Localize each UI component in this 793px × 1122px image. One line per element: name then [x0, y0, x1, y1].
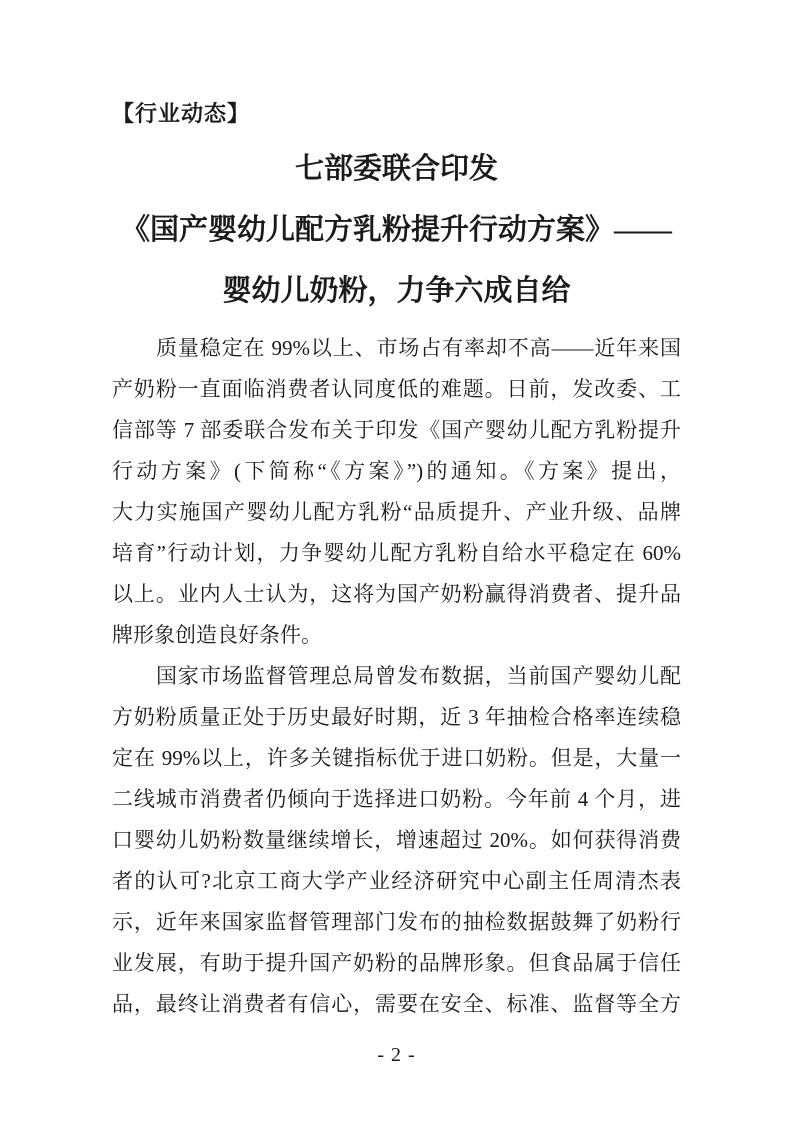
title-line-1: 七部委联合印发 — [294, 153, 498, 185]
page-number: - 2 - — [377, 1044, 416, 1066]
text-line: 行动方案》(下简称“《方案》”)的通知。《方案》提出， — [112, 459, 681, 483]
paragraph-1 — [112, 328, 681, 656]
text-line: 二线城市消费者仍倾向于选择进口奶粉。今年前 4 个月，进 — [112, 787, 681, 811]
text-line: 以上。业内人士认为，这将为国产奶粉赢得消费者、提升品 — [112, 582, 681, 606]
text-line: 业发展，有助于提升国产奶粉的品牌形象。但食品属于信任 — [112, 951, 681, 975]
text-line: 大力实施国产婴幼儿配方乳粉“品质提升、产业升级、品牌 — [112, 500, 681, 524]
text-line: 品，最终让消费者有信心，需要在安全、标准、监督等全方 — [112, 992, 681, 1016]
paragraph-2 — [112, 656, 681, 1025]
text-line: 方奶粉质量正处于历史最好时期，近 3 年抽检合格率连续稳 — [112, 705, 681, 729]
page-footer — [0, 1044, 793, 1067]
text-line: 者的认可?北京工商大学产业经济研究中心副主任周清杰表 — [112, 869, 681, 893]
text-line: 牌形象创造良好条件。 — [112, 623, 322, 647]
text-line: 定在 99%以上，许多关键指标优于进口奶粉。但是，大量一 — [112, 746, 681, 770]
text-line: 口婴幼儿奶粉数量继续增长，增速超过 20%。如何获得消费 — [112, 828, 681, 852]
text-line: 培育”行动计划，力争婴幼儿配方乳粉自给水平稳定在 60% — [112, 541, 681, 565]
section-header: 【行业动态】 — [112, 101, 251, 126]
text-line: 产奶粉一直面临消费者认同度低的难题。日前，发改委、工 — [112, 377, 681, 401]
text-line: 示，近年来国家监督管理部门发布的抽检数据鼓舞了奶粉行 — [112, 910, 681, 934]
title-line-2: 《国产婴幼儿配方乳粉提升行动方案》—— — [120, 214, 672, 246]
text-line: 信部等 7 部委联合发布关于印发《国产婴幼儿配方乳粉提升 — [112, 418, 681, 442]
article-title — [112, 139, 681, 322]
text-line: 质量稳定在 99%以上、市场占有率却不高——近年来国 — [156, 336, 681, 360]
article-body — [112, 328, 681, 1025]
text-line: 国家市场监督管理总局曾发布数据，当前国产婴幼儿配 — [156, 664, 681, 688]
title-line-3: 婴幼儿奶粉，力争六成自给 — [222, 275, 571, 307]
